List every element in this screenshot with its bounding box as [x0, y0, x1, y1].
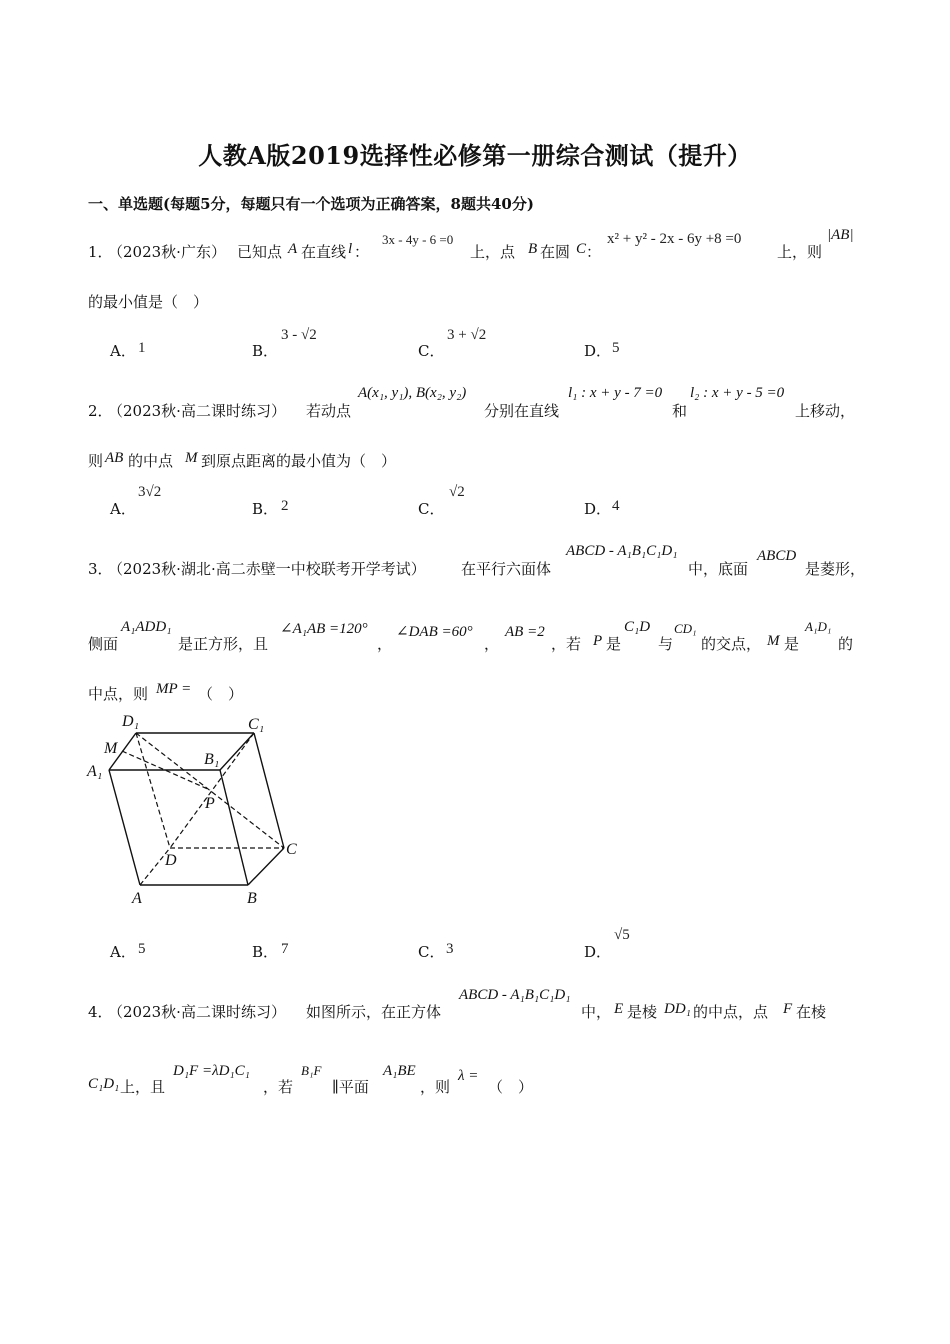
q2-text-a: 若动点	[306, 402, 352, 420]
q3-option-c-label: C．	[418, 943, 445, 961]
q2-option-c-label: C．	[418, 500, 445, 518]
q4-text-b: 中，	[581, 1003, 612, 1021]
q1-source: （2023秋·广东）	[108, 243, 226, 261]
q2-line2-a: 则	[88, 452, 104, 470]
q3-option-a-value: 5	[138, 941, 146, 957]
q2-option-d-label: D．	[584, 500, 612, 518]
label-b: B	[247, 890, 257, 907]
label-d1: D₁	[122, 713, 140, 730]
q4-number: 4．	[88, 1003, 113, 1021]
q3-angle1: ∠A₁AB =120°	[280, 621, 368, 637]
q1-number: 1．	[88, 243, 113, 261]
q4-line2-b: ，若	[263, 1078, 294, 1096]
q1-option-a-label: A．	[110, 342, 136, 360]
q4-dd1: DD₁	[664, 1001, 691, 1017]
label-a1: A₁	[87, 763, 103, 780]
q1-line2: 的最小值是（ ）	[88, 293, 209, 311]
q1-var-l: l	[348, 241, 353, 257]
q4-line2-d: ，则	[420, 1078, 451, 1096]
q1-option-d-value: 5	[612, 340, 620, 356]
q4-line2-a: 上，且	[120, 1078, 166, 1096]
label-p: P	[205, 795, 215, 812]
q1-option-b-label: B．	[252, 342, 279, 360]
q4-relation: D₁F =λD₁C₁	[173, 1063, 250, 1079]
q2-line2-b: 的中点	[128, 452, 174, 470]
label-c1: C₁	[248, 716, 265, 733]
q3-comma1: ，	[377, 635, 393, 653]
label-m: M	[104, 740, 118, 757]
q1-var-a: A	[288, 241, 298, 257]
q3-cd1: CD₁	[674, 621, 697, 636]
q3-number: 3．	[88, 560, 113, 578]
q4-line2-c: ∥平面	[332, 1078, 369, 1096]
q3-line2-g: 是	[784, 635, 800, 653]
q2-option-b-label: B．	[252, 500, 279, 518]
q4-line2-e: （ ）	[488, 1078, 534, 1096]
edge-b1-b	[220, 770, 248, 885]
edge-b-c	[248, 848, 284, 885]
q4-source: （2023秋·高二课时练习）	[108, 1003, 286, 1021]
label-a: A	[132, 890, 142, 907]
q2-option-a-label: A．	[110, 500, 136, 518]
q1-option-d-label: D．	[584, 342, 612, 360]
q1-var-c: C	[576, 241, 587, 257]
q4-lambda: λ =	[458, 1068, 479, 1084]
q1-colon-2: ：	[586, 243, 602, 261]
q1-text-c: 上，点	[470, 243, 516, 261]
edge-a1-a	[109, 770, 140, 885]
q2-text-c: 和	[672, 402, 688, 420]
q2-text-b: 分别在直线	[484, 402, 560, 420]
q3-text-c: 是菱形，	[805, 560, 866, 578]
q3-line2-b: 是正方形，且	[178, 635, 269, 653]
q3-option-b-label: B．	[252, 943, 279, 961]
q4-f: F	[783, 1001, 793, 1017]
q3-comma2: ，	[484, 635, 500, 653]
q1-text-b: 在直线	[301, 243, 347, 261]
q2-ab: AB	[105, 450, 124, 466]
q3-parallelepiped-figure	[82, 708, 312, 913]
q4-b1f: B₁F	[301, 1063, 322, 1078]
q2-option-c-value: √2	[449, 484, 465, 500]
q4-solid: ABCD - A₁B₁C₁D₁	[459, 987, 571, 1003]
q2-option-a-value: 3√2	[138, 484, 162, 500]
q3-option-d-value: √5	[614, 927, 630, 943]
q3-face: A₁ADD₁	[121, 619, 172, 635]
q3-mp: MP =	[156, 681, 192, 697]
q1-line-equation: 3x - 4y - 6 =0	[382, 232, 454, 247]
q1-text-d: 在圆	[540, 243, 571, 261]
q1-option-b-value: 3 - √2	[281, 327, 317, 343]
page-title: 人教A版2019选择性必修第一册综合测试（提升）	[198, 141, 752, 170]
q3-m: M	[767, 633, 780, 649]
q2-option-b-value: 2	[281, 498, 289, 514]
q4-plane: A₁BE	[383, 1063, 416, 1079]
q3-line3-a: 中点，则	[88, 685, 149, 703]
section-heading: 一、单选题(每题5分，每题只有一个选项为正确答案，8题共40分)	[88, 195, 534, 213]
q3-option-a-label: A．	[110, 943, 136, 961]
edge-c1-c	[254, 733, 284, 848]
q3-text-b: 中，底面	[688, 560, 749, 578]
q3-line3-b: （ ）	[198, 685, 244, 703]
q2-number: 2．	[88, 402, 113, 420]
q3-c1d: C₁D	[624, 619, 651, 635]
label-b1: B₁	[204, 751, 220, 768]
q3-line2-c: ，若	[551, 635, 582, 653]
q2-line2-c: 到原点距离的最小值为（ ）	[201, 452, 397, 470]
q1-option-c-value: 3 + √2	[447, 327, 487, 343]
q3-option-c-value: 3	[446, 941, 454, 957]
q1-option-c-label: C．	[418, 342, 445, 360]
q4-text-a: 如图所示，在正方体	[306, 1003, 442, 1021]
q1-colon: ：	[354, 243, 370, 261]
q2-line-l2: l₂ : x + y - 5 =0	[690, 385, 785, 401]
q4-text-e: 在棱	[796, 1003, 827, 1021]
q1-var-b: B	[528, 241, 538, 257]
q1-text-a: 已知点	[237, 243, 283, 261]
q3-ab-length: AB =2	[505, 624, 545, 640]
q2-m: M	[185, 450, 198, 466]
q1-abs-ab: |AB|	[827, 227, 854, 243]
q3-p: P	[593, 633, 603, 649]
q4-c1d1: C₁D₁	[88, 1076, 120, 1092]
label-c: C	[286, 841, 297, 858]
q3-line2-f: 的交点，	[701, 635, 762, 653]
edge-b1-c1	[220, 733, 254, 770]
q2-source: （2023秋·高二课时练习）	[108, 402, 286, 420]
q2-points: A(x₁, y₁), B(x₂, y₂)	[358, 385, 467, 401]
q3-line2-a: 侧面	[88, 635, 119, 653]
q3-a1d1: A₁D₁	[805, 619, 832, 634]
q4-e: E	[614, 1001, 624, 1017]
label-d: D	[165, 852, 177, 869]
q3-option-d-label: D．	[584, 943, 612, 961]
q3-solid: ABCD - A₁B₁C₁D₁	[566, 543, 678, 559]
q1-option-a-value: 1	[138, 340, 146, 356]
q2-line-l1: l₁ : x + y - 7 =0	[568, 385, 663, 401]
q4-text-c: 是棱	[627, 1003, 658, 1021]
q1-circle-equation: x² + y² - 2x - 6y +8 =0	[607, 231, 742, 247]
q3-line2-h: 的	[838, 635, 854, 653]
q3-line2-e: 与	[658, 635, 674, 653]
q3-angle2: ∠DAB =60°	[396, 624, 473, 640]
q3-option-b-value: 7	[281, 941, 289, 957]
q2-text-d: 上移动，	[795, 402, 856, 420]
q3-text-a: 在平行六面体	[461, 560, 552, 578]
q3-source: （2023秋·湖北·高二赤壁一中校联考开学考试）	[108, 560, 426, 578]
q1-text-e: 上，则	[777, 243, 823, 261]
q2-option-d-value: 4	[612, 498, 620, 514]
q3-line2-d: 是	[606, 635, 622, 653]
edge-d1-d-hidden	[136, 733, 170, 848]
q3-base: ABCD	[757, 548, 797, 564]
q4-text-d: 的中点，点	[693, 1003, 769, 1021]
